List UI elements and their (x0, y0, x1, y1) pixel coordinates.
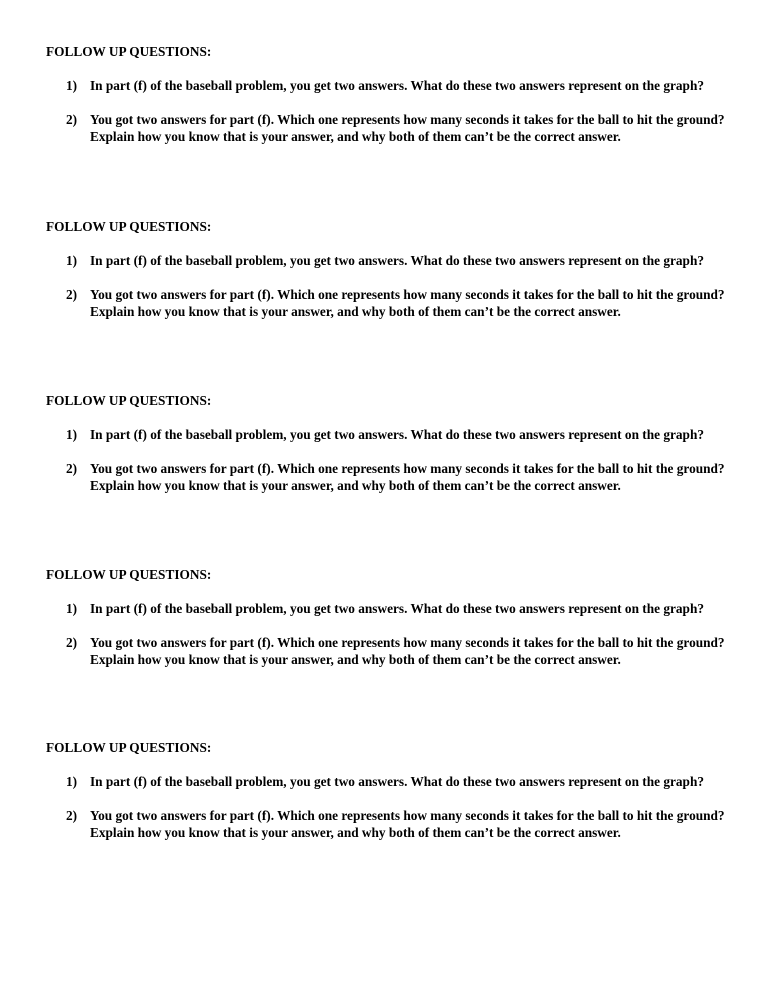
question-2 (46, 634, 726, 668)
question-2 (46, 286, 726, 320)
question-number: 2) (66, 287, 78, 302)
question-block-3 (46, 392, 726, 494)
block-heading: FOLLOW UP QUESTIONS: (46, 740, 212, 755)
question-2 (46, 460, 726, 494)
question-1 (46, 600, 726, 617)
question-number: 1) (66, 427, 78, 442)
question-text: You got two answers for part (f). Which one represents how many seconds it takes for the ball to hit the ground? Explain how you know that is your answer, and why both of them can’t be the correct answer. (90, 461, 725, 493)
question-number: 1) (66, 601, 78, 616)
question-text: You got two answers for part (f). Which one represents how many seconds it takes for the ball to hit the ground? Explain how you know that is your answer, and why both of them can’t be the correct answer. (90, 287, 725, 319)
question-text: In part (f) of the baseball problem, you get two answers. What do these two answers represent on the graph? (90, 427, 704, 442)
question-2 (46, 111, 726, 145)
question-text: In part (f) of the baseball problem, you get two answers. What do these two answers represent on the graph? (90, 253, 704, 268)
question-number: 1) (66, 78, 78, 93)
question-1 (46, 773, 726, 790)
question-text: In part (f) of the baseball problem, you get two answers. What do these two answers represent on the graph? (90, 78, 704, 93)
question-number: 2) (66, 635, 78, 650)
question-number: 1) (66, 774, 78, 789)
question-block-1 (46, 43, 726, 145)
question-text: In part (f) of the baseball problem, you get two answers. What do these two answers represent on the graph? (90, 774, 704, 789)
question-number: 1) (66, 253, 78, 268)
question-2 (46, 807, 726, 841)
question-number: 2) (66, 112, 78, 127)
question-number: 2) (66, 461, 78, 476)
question-text: You got two answers for part (f). Which one represents how many seconds it takes for the ball to hit the ground? Explain how you know that is your answer, and why both of them can’t be the correct answer. (90, 808, 725, 840)
question-text: You got two answers for part (f). Which one represents how many seconds it takes for the ball to hit the ground? Explain how you know that is your answer, and why both of them can’t be the correct answer. (90, 635, 725, 667)
block-heading: FOLLOW UP QUESTIONS: (46, 44, 212, 59)
question-1 (46, 252, 726, 269)
question-1 (46, 77, 726, 94)
question-text: You got two answers for part (f). Which one represents how many seconds it takes for the ball to hit the ground? Explain how you know that is your answer, and why both of them can’t be the correct answer. (90, 112, 725, 144)
question-block-2 (46, 218, 726, 320)
question-1 (46, 426, 726, 443)
block-heading: FOLLOW UP QUESTIONS: (46, 393, 212, 408)
question-block-4 (46, 566, 726, 668)
block-heading: FOLLOW UP QUESTIONS: (46, 567, 212, 582)
question-block-5 (46, 739, 726, 841)
question-text: In part (f) of the baseball problem, you get two answers. What do these two answers represent on the graph? (90, 601, 704, 616)
block-heading: FOLLOW UP QUESTIONS: (46, 219, 212, 234)
question-number: 2) (66, 808, 78, 823)
